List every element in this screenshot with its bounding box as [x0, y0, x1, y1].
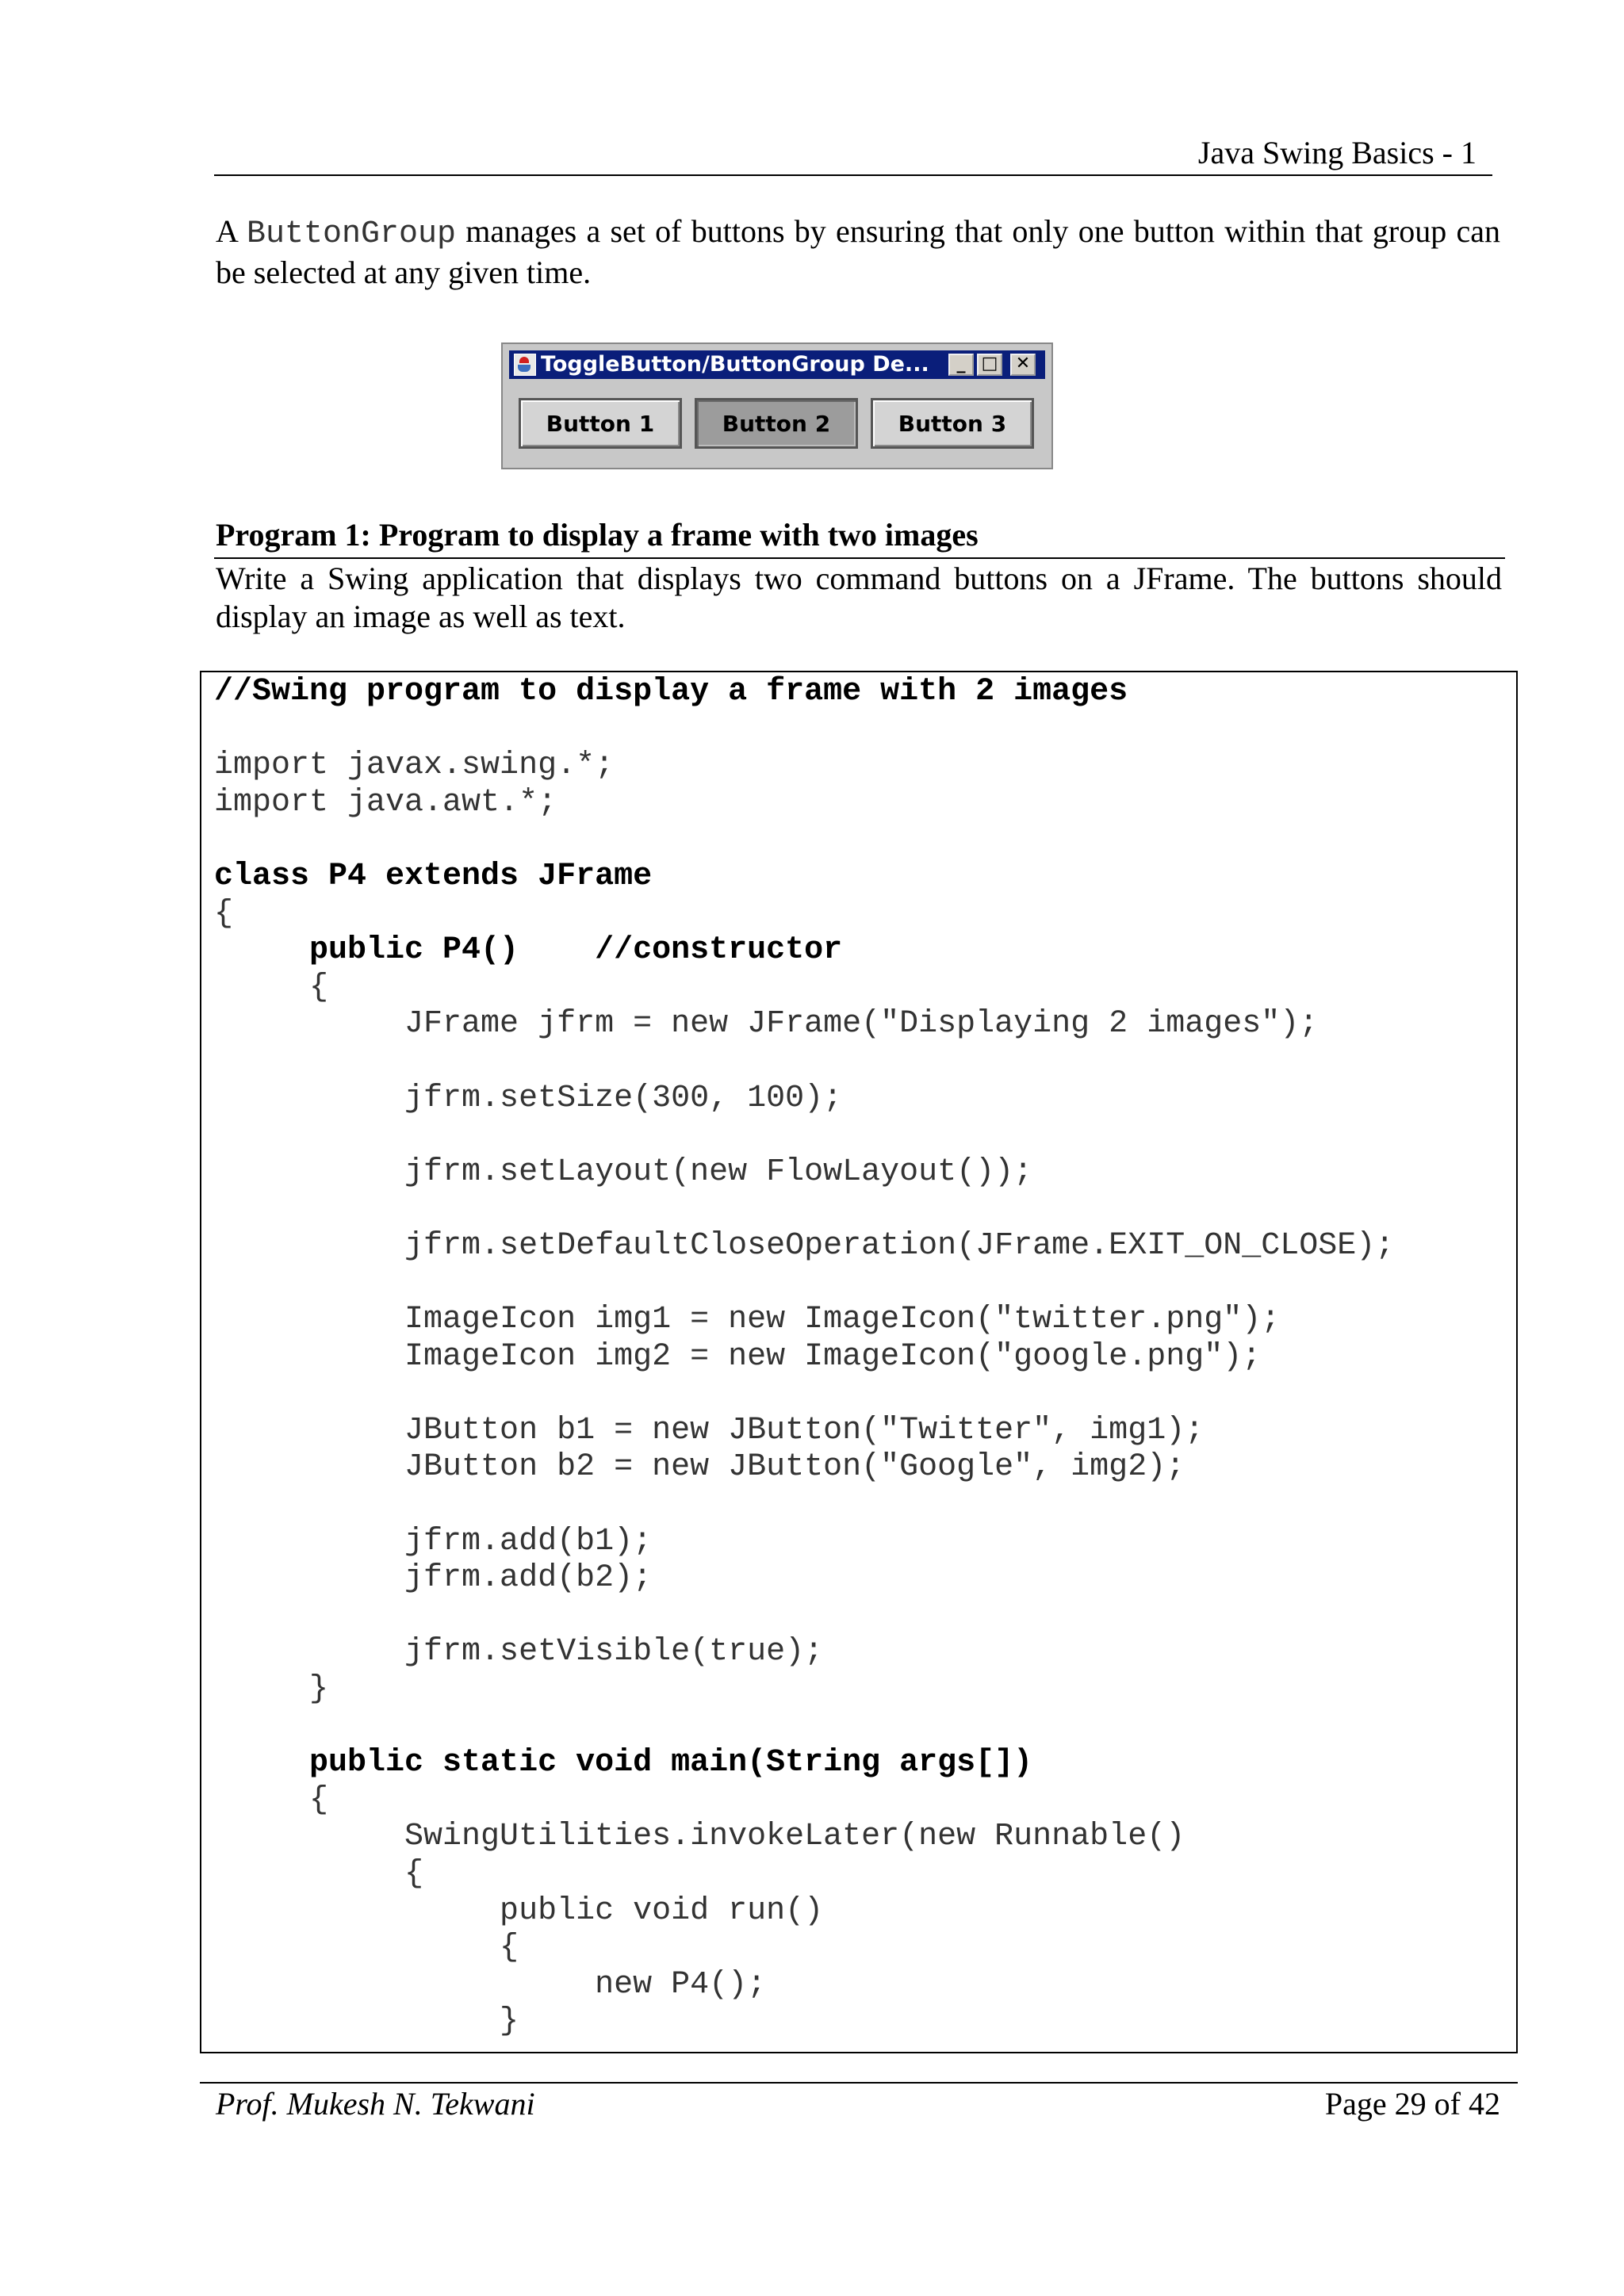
- code-line: //Swing program to display a frame with 2 images: [214, 674, 1128, 710]
- window-title: ToggleButton/ButtonGroup De...: [541, 352, 929, 377]
- intro-code-term: ButtonGroup: [246, 216, 456, 252]
- header-title: Java Swing Basics - 1: [1197, 135, 1477, 170]
- toggle-button-3[interactable]: Button 3: [871, 398, 1034, 449]
- code-line: [214, 1598, 1394, 1635]
- code-line: JButton b2 = new JButton("Google", img2);: [214, 1449, 1185, 1486]
- code-line: jfrm.setSize(300, 100);: [214, 1080, 843, 1116]
- program-heading: Program 1: Program to display a frame with two images: [216, 517, 979, 553]
- window-titlebar: [509, 350, 1045, 379]
- code-line: ImageIcon img1 = new ImageIcon("twitter.png");: [214, 1302, 1281, 1338]
- intro-lead: A: [216, 213, 247, 249]
- toggle-button-1[interactable]: Button 1: [519, 398, 682, 449]
- code-line: jfrm.setLayout(new FlowLayout());: [214, 1154, 1033, 1190]
- code-line: class P4 extends JFrame: [214, 858, 653, 894]
- code-line: import java.awt.*;: [214, 784, 557, 821]
- code-line: [214, 1117, 1394, 1154]
- footer-page-number: Page 29 of 42: [1324, 2086, 1500, 2122]
- code-line: {: [214, 1930, 519, 1966]
- code-line: }: [214, 2003, 519, 2040]
- minimize-button[interactable]: _: [948, 354, 974, 376]
- code-line: [214, 711, 1394, 748]
- intro-paragraph: [216, 212, 1500, 292]
- code-line: [214, 821, 1394, 859]
- code-line: ImageIcon img2 = new ImageIcon("google.png");: [214, 1338, 1262, 1375]
- heading-divider: [214, 557, 1505, 559]
- toggle-button-2[interactable]: Button 2: [695, 398, 858, 449]
- code-line: SwingUtilities.invokeLater(new Runnable(): [214, 1819, 1185, 1855]
- code-line: [214, 1487, 1394, 1524]
- code-line: JButton b1 = new JButton("Twitter", img1);: [214, 1412, 1205, 1448]
- code-line: [214, 1265, 1394, 1303]
- code-line: public P4() //constructor: [214, 932, 843, 969]
- buttongroup-demo-window: [501, 342, 1053, 469]
- code-line: jfrm.setDefaultCloseOperation(JFrame.EXIT_ON_CLOSE);: [214, 1227, 1395, 1264]
- code-line: [214, 1191, 1394, 1228]
- code-line: [214, 1043, 1394, 1081]
- code-line: {: [214, 895, 234, 932]
- code-line: [214, 1376, 1394, 1413]
- program-description: Write a Swing application that displays two command buttons on a JFrame. The buttons should display an image as well as text.: [216, 561, 1502, 634]
- intro-text: manages a set of buttons by ensuring that only one button within that group can be selected at any given time.: [216, 213, 1501, 290]
- code-line: import javax.swing.*;: [214, 748, 615, 784]
- code-line: {: [214, 1781, 329, 1818]
- code-line: {: [214, 969, 329, 1005]
- code-line: [214, 1709, 1394, 1746]
- code-listing: [214, 674, 1394, 2041]
- java-cup-icon: [514, 354, 536, 376]
- code-line: {: [214, 1856, 424, 1892]
- code-line: JFrame jfrm = new JFrame("Displaying 2 images");: [214, 1006, 1319, 1043]
- page-header: [214, 133, 1492, 176]
- code-listing-box: [200, 671, 1518, 2053]
- footer-author: Prof. Mukesh N. Tekwani: [216, 2086, 535, 2122]
- maximize-button[interactable]: □: [977, 354, 1002, 376]
- close-button[interactable]: ✕: [1010, 354, 1036, 376]
- code-line: jfrm.setVisible(true);: [214, 1634, 824, 1670]
- footer-divider: [200, 2082, 1518, 2084]
- code-line: public void run(): [214, 1892, 824, 1929]
- code-line: }: [214, 1671, 329, 1708]
- code-line: jfrm.add(b1);: [214, 1523, 653, 1559]
- code-line: public static void main(String args[]): [214, 1745, 1033, 1781]
- code-line: jfrm.add(b2);: [214, 1560, 653, 1597]
- code-line: new P4();: [214, 1966, 767, 2003]
